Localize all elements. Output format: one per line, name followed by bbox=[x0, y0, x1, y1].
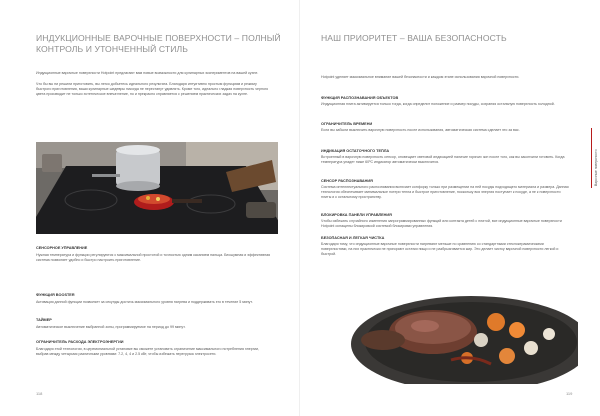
right-heading-object-recognition: ФУНКЦИЯ РАСПОЗНАВАНИЯ ОБЪЕКТОВ bbox=[321, 96, 399, 100]
right-text-residual-heat: Встроенный в варочную поверхность сенсор, оповещает световой индикацией наличие горячих зон после того, как вы закончили готовить. Когда температура упадет ниже 60ºС индикатор автоматически выключится. bbox=[321, 155, 565, 164]
side-tab-label: Варочные поверхности bbox=[594, 149, 598, 186]
plated-meat-image bbox=[321, 264, 578, 384]
right-text-safe-cleaning: Благодаря тому, что индукционные варочные поверхности нагревают меньше по сравнению со стандартными стеклокерамическими поверхностями, на них практически не пригорают остатки пищи и не разбрызгивается жир. Это делает чистку варочной поверхности легкой и быстрой. bbox=[321, 242, 559, 256]
right-text-object-recognition: Индукционная плита активируется только тогда, когда определит положение и размер посуды, сохраняя остальную поверхность холодной. bbox=[321, 102, 555, 106]
left-text-booster: Активация данной функции позволяет за секунды достичь максимального уровня нагрева и поддерживать его в течение 5 минут. bbox=[36, 300, 253, 304]
left-heading-booster: ФУНКЦИЯ BOOSTER bbox=[36, 293, 75, 297]
right-text-recognition-sensor: Система интеллектуального распознавания включает конфорку только при размещении на ней посуды подходящего материала и размера. Данная технология обеспечивает минимальные потери тепла и быстрое приготовление, поскольку вся энергия поступает к посуде, а не к поверхности плиты и к остальному пространству. bbox=[321, 185, 569, 199]
food-photo bbox=[321, 264, 578, 384]
right-page bbox=[300, 0, 600, 416]
left-intro-paragraph-2: Что бы вы ни решили приготовить, вы легко добьетесь идеального результата. Благодаря интуитивно простым функциям и режиму быстрого приготовления, ваши кулинарные шедевры никогда не перестанут удивлять. Кроме того, идеально гладкая поверхность черного цвета производит не только эстетическое впечатление, но и прекрасно справляется с решением практических задач на кухне. bbox=[36, 82, 269, 96]
right-heading-recognition-sensor: СЕНСОР РАСПОЗНАВАНИЯ bbox=[321, 179, 373, 183]
left-heading-power-limiter: ОГРАНИЧИТЕЛЬ РАСХОДА ЭЛЕКТРОЭНЕРГИИ bbox=[36, 340, 124, 344]
left-intro-paragraph-1: Индукционные варочные поверхности Hotpoint предлагают вам новые возможности для кулинарных экспериментов на вашей кухне. bbox=[36, 71, 259, 75]
left-page-number: 118 bbox=[36, 391, 43, 396]
right-page-number: 119 bbox=[566, 391, 573, 396]
left-heading-sensor: СЕНСОРНОЕ УПРАВЛЕНИЕ bbox=[36, 246, 88, 250]
right-heading-safe-cleaning: БЕЗОПАСНАЯ И ЛЕГКАЯ ЧИСТКА bbox=[321, 236, 385, 240]
right-heading-control-lock: БЛОКИРОВКА ПАНЕЛИ УПРАВЛЕНИЯ bbox=[321, 213, 392, 217]
right-text-time-limiter: Если вы забыли выключить варочную поверхность после использования, автоматическая система сделает это за вас. bbox=[321, 128, 520, 132]
right-intro-paragraph: Hotpoint уделяет максимальное внимание вашей безопасности и каждом этапе использования варочной поверхности. bbox=[321, 75, 520, 79]
right-heading-time-limiter: ОГРАНИЧИТЕЛЬ ВРЕМЕНИ bbox=[321, 122, 373, 126]
right-text-control-lock: Чтобы избежать случайного изменения запрограммированных функций или контакта детей с плитой, все индукционные варочные поверхности Hotpoint оснащены блокировкой системой блокировки управления. bbox=[321, 219, 562, 228]
left-text-sensor: Нужная температура и функции регулируются с максимальной простотой и точностью одним касанием пальца. Бесшумная и эффективная система позволяет удобно и быстро настроить приготовление. bbox=[36, 253, 271, 262]
section-side-tab bbox=[591, 128, 599, 188]
left-text-power-limiter: Благодаря этой технологии, в церемониальной установке вы сможете установить ограничение максимального потребления энергии, выбрав между четырьмя различными уровнями: 7.2, 4, 4 и 2.5 кВт, чтобы избежать перегрузок электросети. bbox=[36, 347, 260, 356]
induction-cooktop-image bbox=[36, 142, 278, 234]
right-heading-residual-heat: ИНДИКАЦИЯ ОСТАТОЧНОГО ТЕПЛА bbox=[321, 149, 390, 153]
left-heading-timer: ТАЙМЕР bbox=[36, 318, 52, 322]
left-text-timer: Автоматическое выключение выбранной зоны, программируемое на период до 99 минут. bbox=[36, 325, 186, 329]
right-page-title: НАШ ПРИОРИТЕТ – ВАША БЕЗОПАСНОСТЬ bbox=[321, 33, 507, 43]
cooktop-photo bbox=[36, 142, 278, 234]
left-page-title: ИНДУКЦИОННЫЕ ВАРОЧНЫЕ ПОВЕРХНОСТИ – ПОЛНЫЙ КОНТРОЛЬ И УТОНЧЕННЫЙ СТИЛЬ bbox=[36, 33, 281, 54]
